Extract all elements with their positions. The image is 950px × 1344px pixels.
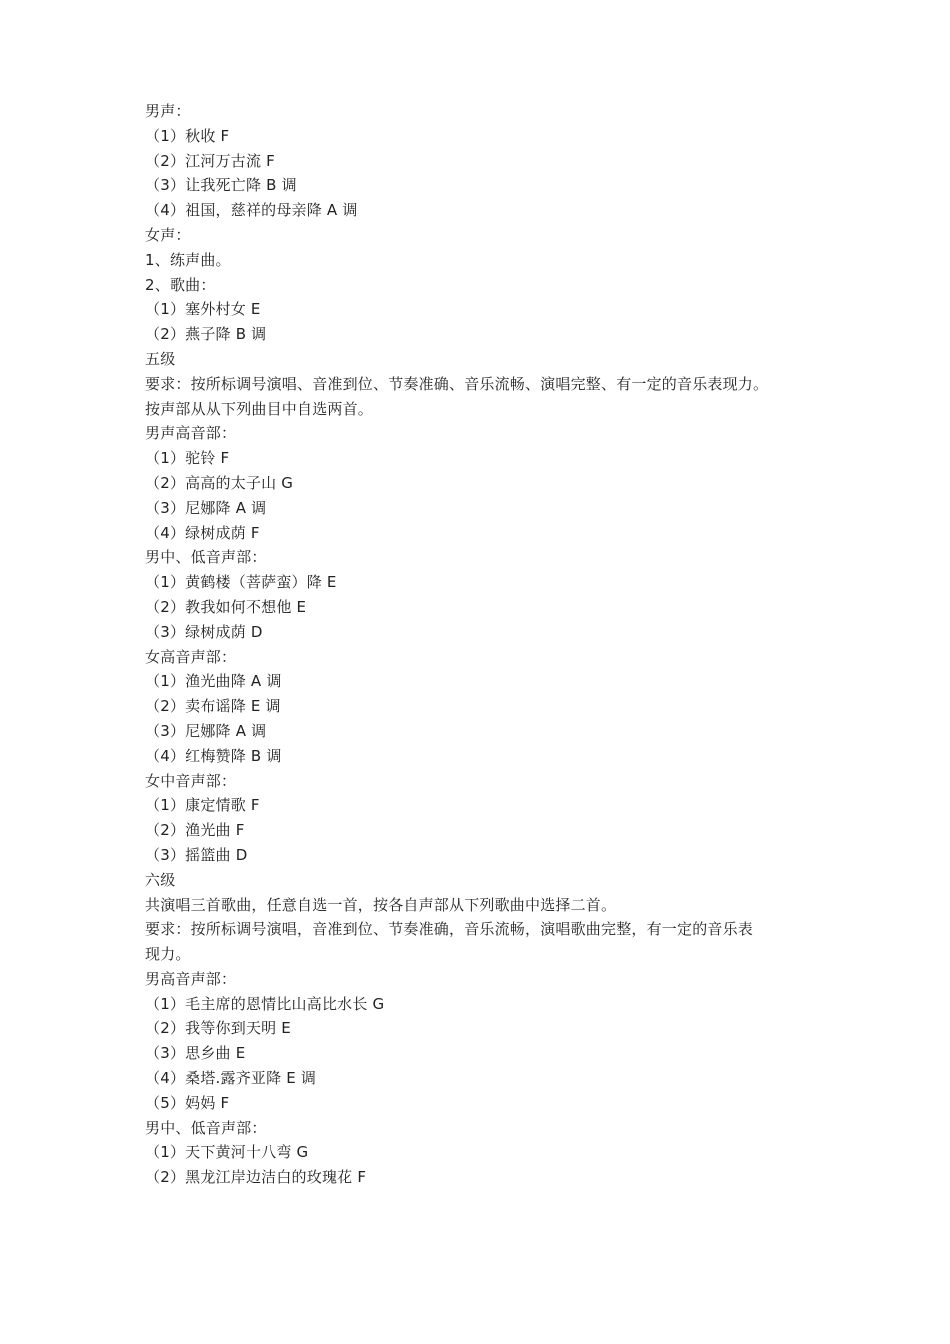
list-item: 1、练声曲。 [145, 250, 231, 269]
list-item: （1）驼铃 F [145, 449, 230, 468]
list-item: （3）尼娜降 A 调 [145, 498, 267, 517]
paragraph: 共演唱三首歌曲，任意自选一首，按各自声部从下列歌曲中选择二首。 [145, 895, 617, 914]
list-item: （4）红梅赞降 B 调 [145, 746, 282, 765]
list-item: （3）让我死亡降 B 调 [145, 176, 297, 195]
list-item: （2）卖布谣降 E 调 [145, 697, 281, 716]
list-item: （2）渔光曲 F [145, 821, 245, 840]
list-item: （1）康定情歌 F [145, 796, 260, 815]
list-item: （1）毛主席的恩情比山高比水长 G [145, 994, 385, 1013]
list-item: （1）天下黄河十八弯 G [145, 1143, 309, 1162]
list-item: （4）祖国，慈祥的母亲降 A 调 [145, 201, 358, 220]
list-item: （3）绿树成荫 D [145, 622, 263, 641]
list-item: 2、歌曲： [145, 275, 216, 294]
section-heading: 男声： [145, 102, 191, 120]
document-page [145, 99, 815, 1190]
list-item: （3）摇篮曲 D [145, 845, 248, 864]
section-heading: 男中、低音声部： [145, 1118, 267, 1137]
paragraph: 要求：按所标调号演唱，音准到位、节奏准确，音乐流畅，演唱歌曲完整，有一定的音乐表 [145, 920, 754, 939]
list-item: （2）燕子降 B 调 [145, 325, 267, 344]
list-item: （1）渔光曲降 A 调 [145, 672, 282, 691]
section-heading: 女声： [145, 225, 191, 244]
list-item: （4）绿树成荫 F [145, 523, 260, 542]
section-heading: 男中、低音声部： [145, 548, 267, 567]
list-item: （4）桑塔.露齐亚降 E 调 [145, 1069, 317, 1088]
list-item: （1）秋收 F [145, 126, 230, 145]
list-item: （3）思乡曲 E [145, 1044, 246, 1063]
list-item: （5）妈妈 F [145, 1093, 230, 1112]
paragraph: 要求：按所标调号演唱、音准到位、节奏准确、音乐流畅、演唱完整、有一定的音乐表现力。 [145, 374, 769, 393]
paragraph: 按声部从从下列曲目中自选两首。 [145, 399, 374, 418]
list-item: （2）黑龙江岸边洁白的玫瑰花 F [145, 1168, 367, 1187]
list-item: （2）教我如何不想他 E [145, 597, 307, 616]
list-item: （2）我等你到天明 E [145, 1019, 291, 1038]
list-item: （2）高高的太子山 G [145, 473, 294, 492]
section-heading: 男高音声部： [145, 969, 237, 988]
level-heading: 六级 [145, 870, 176, 889]
list-item: （1）塞外村女 E [145, 300, 261, 319]
level-heading: 五级 [145, 349, 176, 368]
list-item: （2）江河万古流 F [145, 151, 275, 170]
list-item: （1）黄鹤楼（菩萨蛮）降 E [145, 573, 337, 592]
section-heading: 男声高音部： [145, 424, 237, 443]
list-item: （3）尼娜降 A 调 [145, 721, 267, 740]
section-heading: 女高音声部： [145, 647, 237, 666]
paragraph: 现力。 [145, 945, 191, 964]
section-heading: 女中音声部： [145, 771, 237, 790]
